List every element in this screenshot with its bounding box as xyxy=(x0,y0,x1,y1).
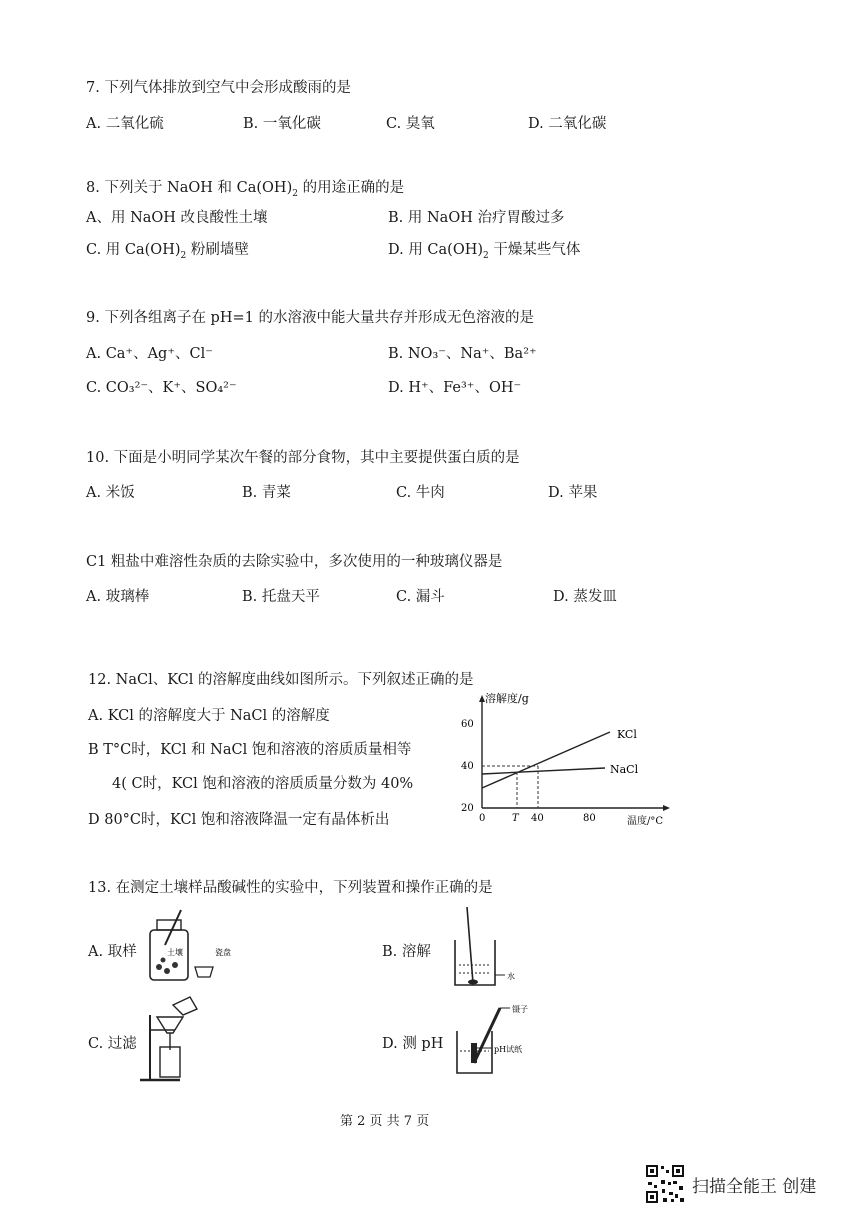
q7-option-b: B. 一氧化碳 xyxy=(243,116,321,132)
y-tick-20: 20 xyxy=(461,803,474,814)
x-tick-0: 0 xyxy=(479,813,486,824)
kcl-curve xyxy=(482,732,610,788)
x-axis-arrow xyxy=(663,805,670,811)
page-number: 第 2 页 共 7 页 xyxy=(340,1114,430,1129)
sampling-apparatus-figure xyxy=(145,905,245,985)
q8-option-c: C. 用 $Ca(OH)_2$ 粉刷墙壁 xyxy=(86,242,249,261)
q10-stem: 10. 下面是小明同学某次午餐的部分食物，其中主要提供蛋白质的是 xyxy=(86,450,520,466)
q12-option-c: 4( C时，KCl 饱和溶液的溶质质量分数为 40% xyxy=(112,776,414,792)
q11-option-d: D. 蒸发皿 xyxy=(553,589,617,605)
q12-option-b: B T°C时，KCl 和 NaCl 饱和溶液的溶质质量相等 xyxy=(88,742,412,758)
y-tick-40: 40 xyxy=(461,761,474,772)
x-tick-40: 40 xyxy=(531,813,544,824)
svg-text:镊子: 镊子 xyxy=(512,1005,528,1014)
q11-option-c: C. 漏斗 xyxy=(396,589,445,605)
q8-option-a: A、用 NaOH 改良酸性土壤 xyxy=(86,210,268,226)
ph-test-apparatus-figure xyxy=(452,1003,562,1078)
q8-option-b: B. 用 NaOH 治疗胃酸过多 xyxy=(388,210,565,226)
x-axis-label: 温度/°C xyxy=(627,816,664,827)
q10-option-a: A. 米饭 xyxy=(86,485,135,501)
svg-text:pH试纸: pH试纸 xyxy=(494,1045,523,1054)
filtration-apparatus-figure xyxy=(135,995,215,1085)
q13-option-c: C. 过滤 xyxy=(88,1036,137,1052)
q11-stem: C1 粗盐中难溶性杂质的去除实验中，多次使用的一种玻璃仪器是 xyxy=(86,554,503,570)
solubility-graph xyxy=(455,690,680,830)
q11-option-a: A. 玻璃棒 xyxy=(86,589,150,605)
kcl-label: KCl xyxy=(617,728,637,741)
q12-option-a: A. KCl 的溶解度大于 NaCl 的溶解度 xyxy=(88,708,330,724)
q9-option-c: C. CO₃²⁻、K⁺、SO₄²⁻ xyxy=(86,380,237,396)
q7-option-c: C. 臭氧 xyxy=(386,116,435,132)
q7-option-d: D. 二氧化碳 xyxy=(528,116,607,132)
x-tick-t: T xyxy=(512,813,519,824)
q9-stem: 9. 下列各组离子在 pH=1 的水溶液中能大量共存并形成无色溶液的是 xyxy=(86,310,534,326)
q13-stem: 13. 在测定土壤样品酸碱性的实验中，下列装置和操作正确的是 xyxy=(88,880,493,896)
q12-option-d: D 80°C时，KCl 饱和溶液降温一定有晶体析出 xyxy=(88,812,390,828)
nacl-curve xyxy=(482,768,605,774)
q12-stem: 12. NaCl、KCl 的溶解度曲线如图所示。下列叙述正确的是 xyxy=(88,672,474,688)
q10-option-d: D. 苹果 xyxy=(548,485,598,501)
q13-option-a: A. 取样 xyxy=(88,944,137,960)
q9-option-d: D. H⁺、Fe³⁺、OH⁻ xyxy=(388,380,522,396)
q8-stem: 8. 下列关于 NaOH 和 $Ca(OH)_2$ 的用途正确的是 xyxy=(86,180,405,199)
svg-text:土壤: 土壤 xyxy=(167,948,183,957)
y-axis-label: 溶解度/g xyxy=(485,692,529,705)
q10-option-b: B. 青菜 xyxy=(242,485,291,501)
q13-option-d: D. 测 pH xyxy=(382,1036,444,1052)
scanner-watermark: 扫描全能王 创建 xyxy=(692,1177,817,1197)
q9-option-b: B. NO₃⁻、Na⁺、Ba²⁺ xyxy=(388,346,537,362)
svg-text:瓷盘: 瓷盘 xyxy=(215,948,231,957)
x-tick-80: 80 xyxy=(583,813,596,824)
q9-option-a: A. Ca⁺、Ag⁺、Cl⁻ xyxy=(86,346,213,362)
y-tick-60: 60 xyxy=(461,719,474,730)
qr-code-icon xyxy=(645,1164,685,1204)
nacl-label: NaCl xyxy=(610,763,639,776)
q7-option-a: A. 二氧化硫 xyxy=(86,116,164,132)
q8-option-d: D. 用 $Ca(OH)_2$ 干燥某些气体 xyxy=(388,242,581,261)
q11-option-b: B. 托盘天平 xyxy=(242,589,320,605)
q13-option-b: B. 溶解 xyxy=(382,944,431,960)
svg-text:水: 水 xyxy=(507,972,515,981)
q7-stem: 7. 下列气体排放到空气中会形成酸雨的是 xyxy=(86,80,351,96)
dissolving-apparatus-figure xyxy=(445,905,525,990)
q10-option-c: C. 牛肉 xyxy=(396,485,445,501)
